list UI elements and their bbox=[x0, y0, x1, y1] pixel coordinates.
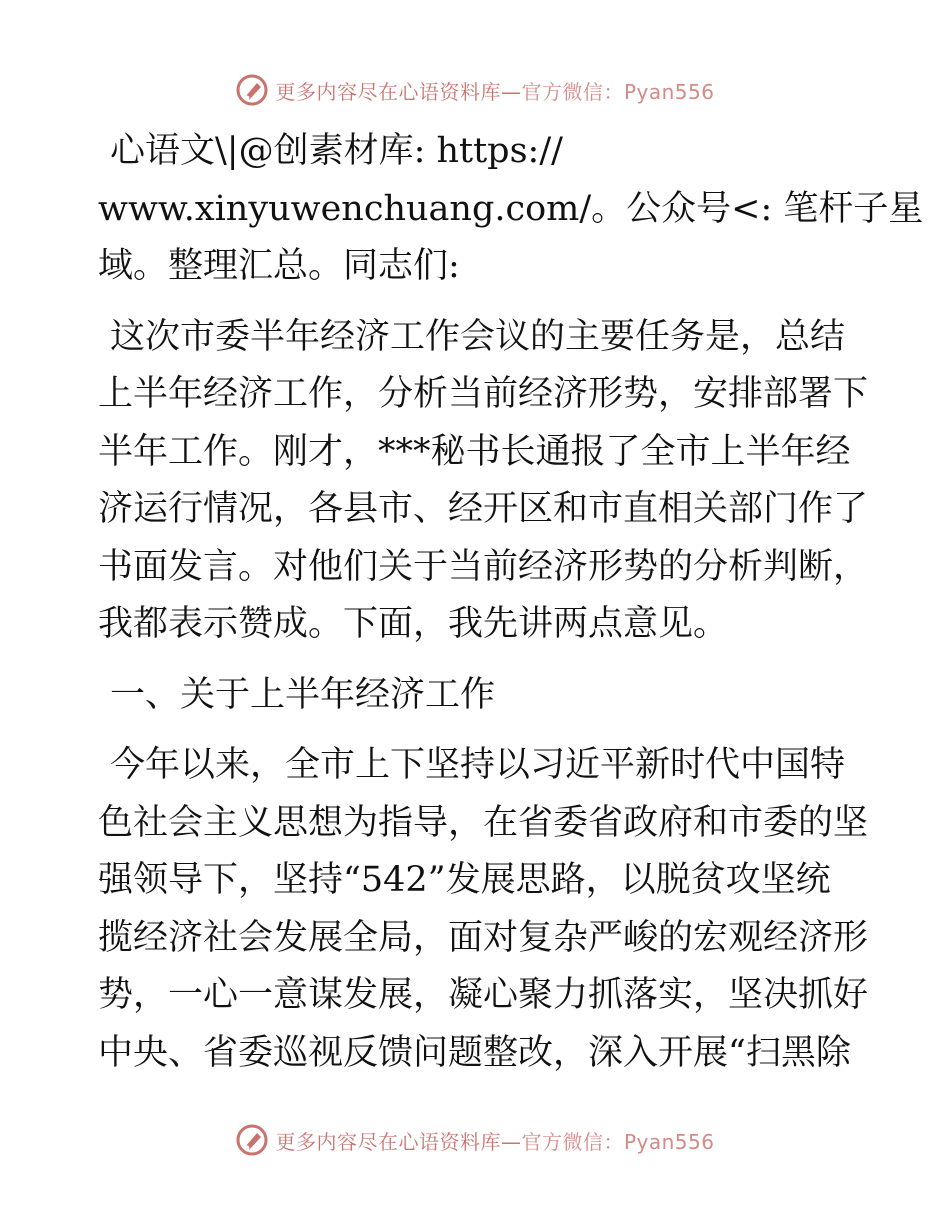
watermark-wechat: 官方微信：Pyan556 bbox=[521, 1129, 715, 1154]
watermark-banner-bottom bbox=[0, 1120, 950, 1160]
text-line: 济运行情况，各县市、经开区和市直相关部门作了 bbox=[98, 489, 869, 529]
text-line: 势，一心一意谋发展，凝心聚力抓落实，坚决抓好 bbox=[98, 975, 869, 1015]
watermark-text: 更多内容尽在心语资料库— bbox=[275, 79, 522, 104]
document-body bbox=[98, 123, 924, 1082]
section-heading bbox=[98, 667, 858, 725]
text-line: 心语文\|@创素材库: https:// bbox=[110, 131, 563, 171]
heading-line: 一、关于上半年经济工作 bbox=[110, 674, 496, 715]
paragraph-intro bbox=[98, 123, 924, 296]
text-line: 上半年经济工作，分析当前经济形势，安排部署下 bbox=[98, 374, 869, 414]
text-line: 今年以来，全市上下坚持以习近平新时代中国特 bbox=[110, 745, 846, 785]
paragraph-first-half bbox=[98, 737, 869, 1082]
pen-nib-logo-icon bbox=[235, 1123, 269, 1157]
paragraph-meeting-task bbox=[98, 309, 869, 654]
text-line: 揽经济社会发展全局，面对复杂严峻的宏观经济形 bbox=[98, 917, 869, 958]
text-line: 强领导下，坚持“542”发展思路，以脱贫攻坚统 bbox=[98, 860, 831, 900]
watermark-wechat: 官方微信：Pyan556 bbox=[521, 79, 715, 104]
text-line: 这次市委半年经济工作会议的主要任务是，总结 bbox=[110, 316, 846, 357]
text-line: 色社会主义思想为指导，在省委省政府和市委的坚 bbox=[98, 802, 869, 843]
text-line: 半年工作。刚才，***秘书长通报了全市上半年经 bbox=[98, 431, 851, 472]
text-line: 中央、省委巡视反馈问题整改，深入开展“扫黑除 bbox=[98, 1032, 851, 1073]
watermark-banner-top bbox=[0, 70, 950, 110]
pen-nib-logo-icon bbox=[235, 73, 269, 107]
text-line: 我都表示赞成。下面，我先讲两点意见。 bbox=[98, 604, 729, 644]
text-line: www.xinyuwenchuang.com/。公众号<: 笔杆子星 bbox=[98, 188, 924, 229]
text-line: 书面发言。对他们关于当前经济形势的分析判断， bbox=[98, 546, 869, 587]
text-line: 域。整理汇总。同志们: bbox=[98, 246, 460, 286]
watermark-text: 更多内容尽在心语资料库— bbox=[275, 1129, 522, 1154]
